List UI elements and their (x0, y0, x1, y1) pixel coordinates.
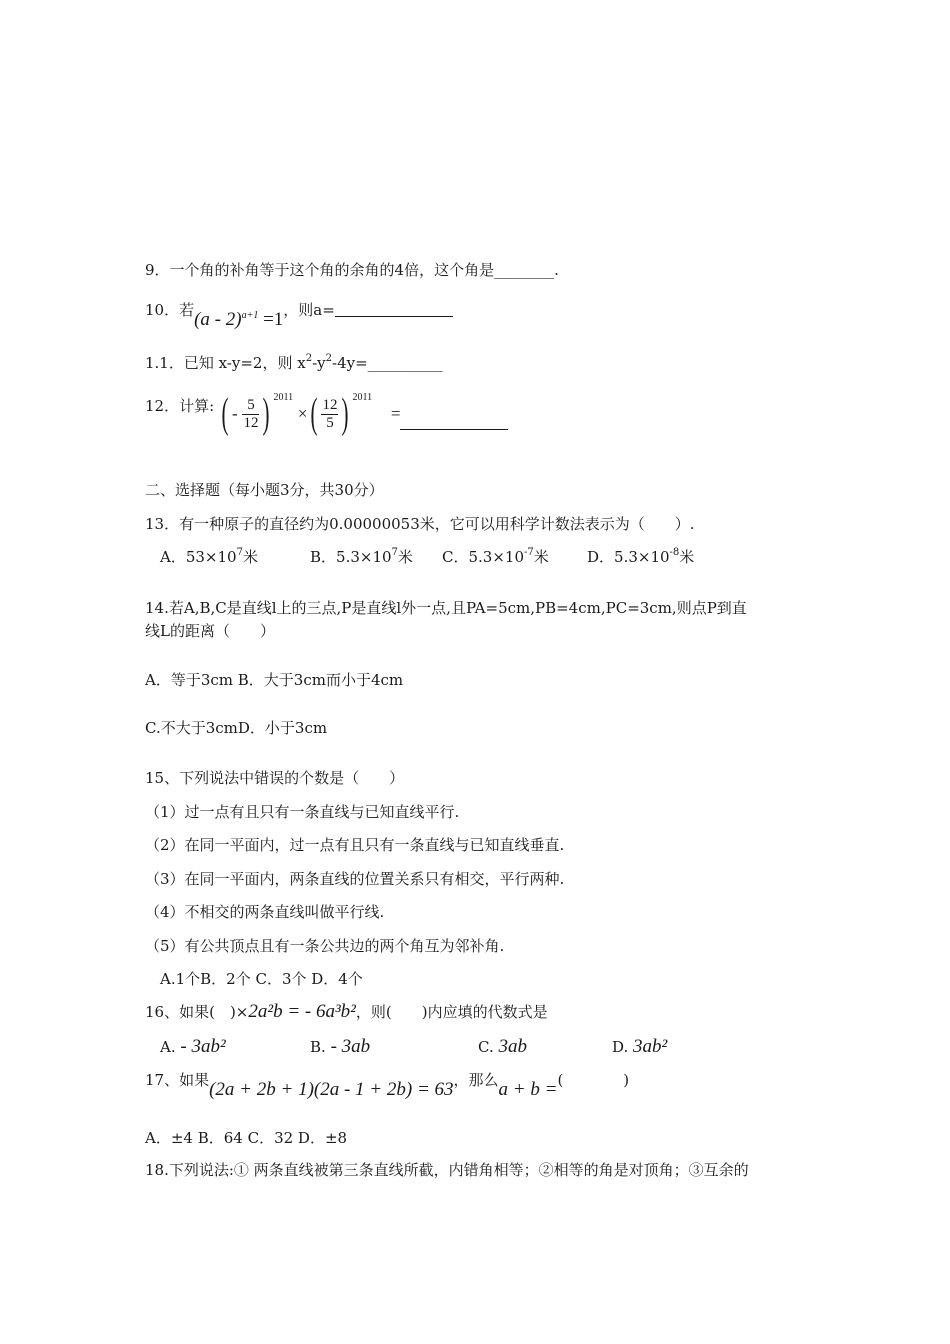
option-16-d-value: 3ab² (633, 1036, 668, 1057)
left-paren-2: ( (310, 391, 318, 437)
statement-3 (145, 869, 564, 889)
option-13-d-text: D．5.3×10 (587, 548, 670, 566)
minus-sign: - (232, 404, 238, 423)
question-12 (145, 396, 214, 416)
option-16-b[interactable] (310, 1037, 478, 1057)
question-17-answer-parens[interactable]: ( ) (557, 1071, 630, 1089)
option-13-a-text: A．53×10 (160, 548, 237, 566)
fraction-1-denominator: 12 (243, 414, 259, 431)
question-14-options-cd-text: C.不大于3cmD．小于3cm (145, 719, 328, 737)
option-13-b-text: B．5.3×10 (310, 548, 392, 566)
statement-2-text: （2）在同一平面内，过一点有且只有一条直线与已知直线垂直. (145, 836, 565, 854)
option-13-c-exp: -7 (524, 547, 534, 558)
question-10-answer-blank[interactable] (335, 316, 453, 317)
question-11 (145, 353, 443, 373)
question-16-suffix: ，则( )内应填的代数式是 (355, 1003, 548, 1021)
question-17-expression-2: a + b = (498, 1079, 558, 1100)
right-paren-1: ) (262, 391, 270, 437)
question-16-options (160, 1037, 667, 1057)
option-16-d-label: D. (612, 1038, 629, 1056)
fraction-2-numerator: 12 (322, 396, 338, 413)
statement-4 (145, 902, 384, 922)
question-12-prefix: 12．计算: (145, 397, 215, 415)
question-13 (145, 514, 695, 534)
question-10-base: (a - 2) (194, 309, 242, 330)
question-18-text: 18.下列说法:① 两条直线被第三条直线所截，内错角相等；②相等的角是对顶角；③互余的 (145, 1161, 749, 1179)
statement-1-text: （1）过一点有且只有一条直线与已知直线平行. (145, 803, 460, 821)
question-14-line-1-text: 14.若A,B,C是直线l上的三点,P是直线l外一点,且PA=5cm,PB=4cm,PC=3cm,则点P到直 (145, 599, 747, 617)
question-13-text: 13．有一种原子的直径约为0.00000053米，它可以用科学计数法表示为（ ）. (145, 515, 695, 533)
fraction-1-numerator: 5 (242, 397, 259, 415)
question-17-options[interactable] (145, 1128, 347, 1148)
option-13-c-text: C．5.3×10 (442, 548, 524, 566)
question-10-formula (194, 309, 283, 330)
option-13-d-unit: 米 (679, 548, 695, 566)
question-15-stem (145, 768, 404, 788)
exponent-2011-a: 2011 (273, 392, 294, 403)
question-15-options-text: A.1个B．2个 C．3个 D．4个 (160, 970, 363, 988)
section-2-title-text: 二、选择题（每小题3分，共30分） (145, 481, 384, 499)
question-9 (145, 260, 559, 280)
option-13-d-exp: -8 (669, 547, 680, 558)
question-10-equals: =1 (263, 309, 284, 330)
question-17 (145, 1070, 630, 1100)
question-12-expression (218, 391, 508, 437)
question-14-line-2-text: 线L的距离（ ） (145, 622, 275, 640)
question-11-mid: -y (312, 354, 326, 372)
question-11-square-y: 2 (325, 353, 332, 364)
section-2-title (145, 480, 384, 500)
fraction-2-denominator: 5 (326, 414, 334, 431)
question-16-prefix: 16、如果( )× (145, 1003, 249, 1021)
question-18 (145, 1160, 749, 1180)
question-10-prefix: 10．若 (145, 301, 195, 319)
option-13-a-unit: 米 (242, 548, 258, 566)
exponent-2011-b: 2011 (352, 392, 373, 403)
option-13-c[interactable] (442, 547, 587, 567)
times-sign: × (297, 404, 308, 423)
option-13-b[interactable] (310, 547, 442, 567)
statement-5-text: （5）有公共顶点且有一条公共边的两个角互为邻补角. (145, 937, 505, 955)
option-16-b-label: B. (310, 1038, 326, 1056)
question-17-prefix: 17、如果 (145, 1071, 210, 1089)
statement-3-text: （3）在同一平面内，两条直线的位置关系只有相交，平行两种. (145, 870, 565, 888)
question-11-square-x: 2 (305, 353, 313, 364)
option-16-c-label: C. (478, 1038, 494, 1056)
option-16-b-value: - 3ab (330, 1036, 371, 1057)
fraction-12-5 (321, 397, 338, 432)
option-13-b-unit: 米 (397, 548, 413, 566)
option-13-a-exp: 7 (236, 547, 243, 558)
question-14-options-ab[interactable] (145, 670, 403, 690)
question-10-suffix: ，则a= (283, 301, 335, 319)
statement-5 (145, 936, 504, 956)
question-14-line-1 (145, 598, 747, 618)
question-10 (145, 300, 453, 330)
left-paren-1: ( (221, 391, 229, 437)
statement-2 (145, 835, 564, 855)
question-15-options[interactable] (160, 969, 363, 989)
equals-sign: = (390, 404, 401, 423)
question-17-mid: ，那么 (453, 1071, 499, 1089)
option-16-a[interactable] (160, 1037, 310, 1057)
question-17-options-text: A．±4 B．64 C．32 D．±8 (145, 1129, 348, 1147)
option-13-c-unit: 米 (533, 548, 549, 566)
question-14-line-2 (145, 621, 275, 641)
option-16-a-value: - 3ab² (180, 1036, 226, 1057)
question-16 (145, 1002, 548, 1022)
question-16-expression: 2a²b = - 6a³b² (248, 1001, 356, 1022)
option-13-d[interactable] (587, 547, 694, 567)
question-11-tail: -4y=__________ (332, 354, 443, 372)
question-14-options-cd[interactable] (145, 718, 327, 738)
option-13-b-exp: 7 (391, 547, 398, 558)
statement-1 (145, 802, 459, 822)
option-16-d[interactable] (612, 1037, 667, 1057)
question-15-stem-text: 15、下列说法中错误的个数是（ ） (145, 769, 405, 787)
question-13-options (160, 547, 694, 567)
right-paren-2: ) (341, 391, 349, 437)
question-17-expression: (2a + 2b + 1)(2a - 1 + 2b) = 63 (209, 1079, 454, 1100)
option-16-c-value: 3ab (498, 1036, 527, 1057)
question-12-answer-blank[interactable] (400, 429, 508, 430)
option-13-a[interactable] (160, 547, 310, 567)
option-16-c[interactable] (478, 1037, 612, 1057)
question-14-options-ab-text: A．等于3cm B．大于3cm而小于4cm (145, 671, 404, 689)
question-9-text: 9．一个角的补角等于这个角的余角的4倍，这个角是________. (145, 261, 559, 279)
option-16-a-label: A. (160, 1038, 176, 1056)
fraction-5-12 (242, 397, 259, 432)
question-11-prefix: 1.1．已知 x-y=2，则 x (145, 354, 306, 372)
statement-4-text: （4）不相交的两条直线叫做平行线. (145, 903, 385, 921)
question-10-exponent: a+1 (241, 310, 259, 321)
